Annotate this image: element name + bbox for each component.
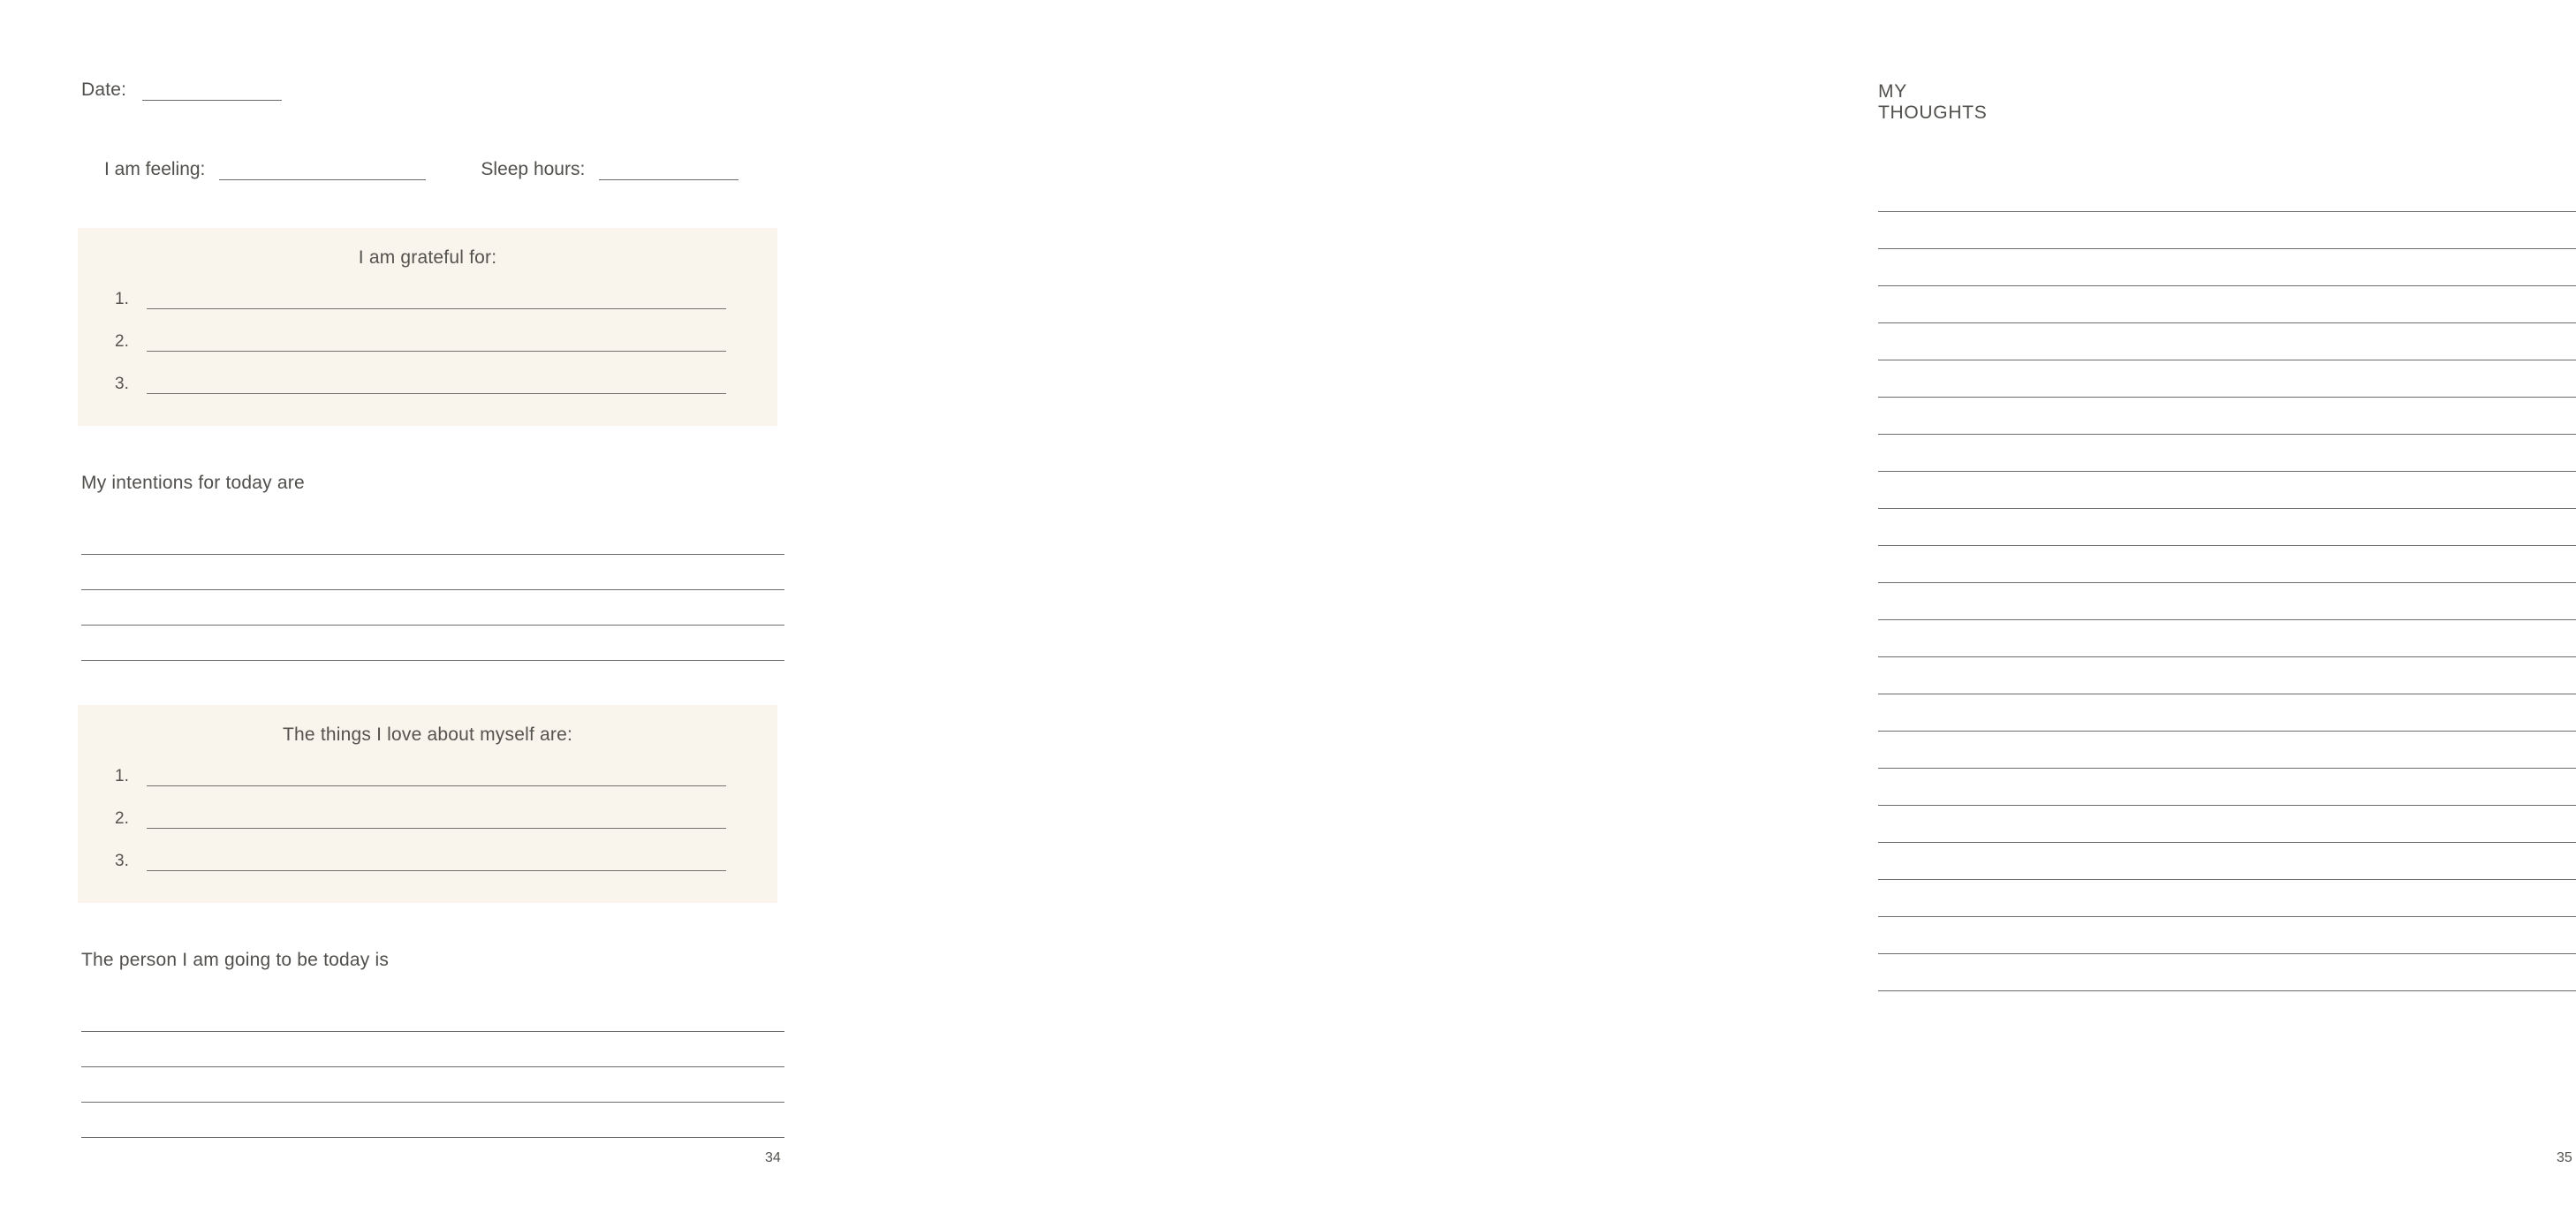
intentions-line-3[interactable] bbox=[81, 590, 784, 626]
list-item-number: 2. bbox=[115, 332, 129, 351]
list-item bbox=[115, 852, 753, 871]
thoughts-line-8[interactable] bbox=[1878, 435, 2576, 472]
person-line-4[interactable] bbox=[81, 1103, 784, 1138]
self-love-box bbox=[78, 705, 777, 903]
page-number-left: 34 bbox=[765, 1150, 781, 1165]
thoughts-line-13[interactable] bbox=[1878, 620, 2576, 657]
feeling-input[interactable] bbox=[219, 162, 426, 180]
left-page bbox=[0, 0, 926, 1221]
thoughts-line-21[interactable] bbox=[1878, 917, 2576, 954]
grateful-input-3[interactable] bbox=[147, 378, 726, 394]
thoughts-line-15[interactable] bbox=[1878, 694, 2576, 732]
intentions-line-4[interactable] bbox=[81, 626, 784, 661]
thoughts-line-14[interactable] bbox=[1878, 657, 2576, 694]
list-item bbox=[115, 332, 753, 352]
sleep-hours-input[interactable] bbox=[599, 162, 739, 180]
thoughts-line-20[interactable] bbox=[1878, 880, 2576, 917]
thoughts-line-19[interactable] bbox=[1878, 843, 2576, 880]
grateful-box-title: I am grateful for: bbox=[358, 247, 497, 268]
list-item bbox=[115, 290, 753, 309]
thoughts-line-12[interactable] bbox=[1878, 583, 2576, 620]
person-prompt: The person I am going to be today is bbox=[81, 950, 390, 970]
list-item-number: 1. bbox=[115, 290, 129, 308]
thoughts-line-4[interactable] bbox=[1878, 286, 2576, 323]
grateful-list bbox=[78, 290, 777, 394]
my-thoughts-writing-area bbox=[1878, 175, 2576, 991]
grateful-box bbox=[78, 228, 777, 426]
thoughts-line-10[interactable] bbox=[1878, 509, 2576, 546]
person-line-1[interactable] bbox=[81, 997, 784, 1032]
thoughts-line-6[interactable] bbox=[1878, 360, 2576, 398]
grateful-input-2[interactable] bbox=[147, 336, 726, 352]
right-page bbox=[926, 0, 2572, 1221]
list-item bbox=[115, 809, 753, 829]
thoughts-line-5[interactable] bbox=[1878, 323, 2576, 360]
list-item bbox=[115, 375, 753, 394]
thoughts-line-7[interactable] bbox=[1878, 398, 2576, 435]
thoughts-line-17[interactable] bbox=[1878, 769, 2576, 806]
self-love-box-title: The things I love about myself are: bbox=[283, 724, 572, 745]
self-love-list bbox=[78, 767, 777, 871]
thoughts-line-11[interactable] bbox=[1878, 546, 2576, 583]
feeling-sleep-row bbox=[104, 159, 739, 180]
list-item-number: 2. bbox=[115, 809, 129, 828]
intentions-line-2[interactable] bbox=[81, 555, 784, 590]
date-field-row bbox=[81, 80, 282, 101]
thoughts-line-9[interactable] bbox=[1878, 472, 2576, 509]
intentions-prompt: My intentions for today are bbox=[81, 473, 305, 493]
person-line-2[interactable] bbox=[81, 1032, 784, 1067]
self-love-input-2[interactable] bbox=[147, 813, 726, 829]
list-item bbox=[115, 767, 753, 786]
grateful-input-1[interactable] bbox=[147, 293, 726, 309]
intentions-line-1[interactable] bbox=[81, 519, 784, 555]
self-love-input-3[interactable] bbox=[147, 855, 726, 871]
self-love-input-1[interactable] bbox=[147, 770, 726, 786]
intentions-writing-area bbox=[81, 519, 784, 661]
sleep-hours-label: Sleep hours: bbox=[481, 159, 586, 179]
date-input[interactable] bbox=[142, 82, 282, 101]
thoughts-line-3[interactable] bbox=[1878, 249, 2576, 286]
list-item-number: 3. bbox=[115, 375, 129, 393]
thoughts-line-2[interactable] bbox=[1878, 212, 2576, 249]
date-label: Date: bbox=[81, 80, 127, 100]
person-writing-area bbox=[81, 997, 784, 1138]
page-number-right: 35 bbox=[2557, 1150, 2572, 1165]
feeling-label: I am feeling: bbox=[104, 159, 206, 179]
my-thoughts-title: MY THOUGHTS bbox=[1878, 81, 1988, 123]
list-item-number: 3. bbox=[115, 852, 129, 870]
list-item-number: 1. bbox=[115, 767, 129, 785]
thoughts-line-22[interactable] bbox=[1878, 954, 2576, 991]
thoughts-line-1[interactable] bbox=[1878, 175, 2576, 212]
thoughts-line-16[interactable] bbox=[1878, 732, 2576, 769]
thoughts-line-18[interactable] bbox=[1878, 806, 2576, 843]
person-line-3[interactable] bbox=[81, 1067, 784, 1103]
